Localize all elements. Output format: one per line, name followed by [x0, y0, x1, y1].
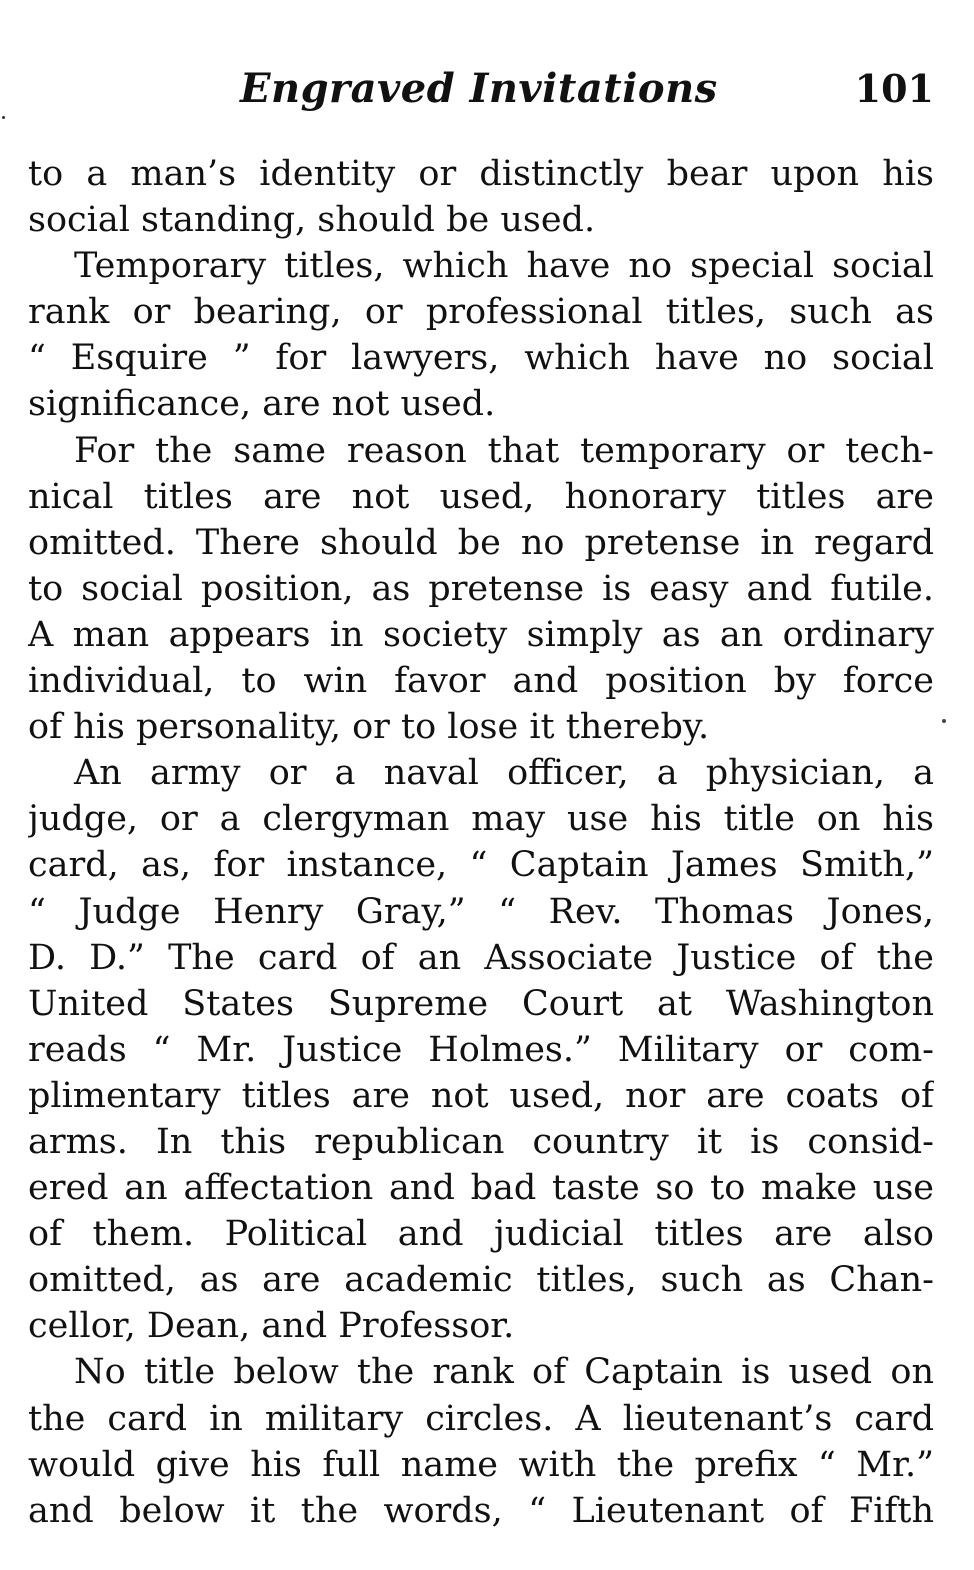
- text-line: No title below the rank of Captain is used on: [74, 1352, 934, 1393]
- text-line: “ Esquire ” for lawyers, which have no social: [28, 338, 934, 379]
- text-line: card, as, for instance, “ Captain James Smith,”: [28, 845, 934, 886]
- text-line: An army or a naval officer, a physician, a: [74, 753, 934, 794]
- text-line: D. D.” The card of an Associate Justice of the: [28, 937, 934, 978]
- text-line: arms. In this republican country it is consid-: [28, 1121, 934, 1162]
- text-line: “ Judge Henry Gray,” “ Rev. Thomas Jones,: [28, 891, 934, 932]
- text-line: to a man’s identity or distinctly bear upon his: [28, 154, 934, 194]
- text-line: A man appears in society simply as an ordinary: [28, 614, 934, 655]
- text-line: of his personality, or to lose it thereby.: [28, 707, 710, 748]
- page-number: 101: [854, 66, 934, 111]
- text-line: social standing, should be used.: [28, 200, 596, 241]
- text-line: nical titles are not used, honorary titles are: [28, 476, 934, 517]
- text-line: reads “ Mr. Justice Holmes.” Military or com-: [28, 1029, 934, 1070]
- scan-speck: [2, 116, 5, 119]
- scan-speck: [942, 719, 946, 723]
- text-line: the card in military circles. A lieutenant’s card: [28, 1398, 934, 1439]
- text-line: United States Supreme Court at Washington: [28, 983, 934, 1024]
- text-line: plimentary titles are not used, nor are coats of: [28, 1075, 934, 1116]
- text-line: significance, are not used.: [28, 384, 496, 425]
- text-line: of them. Political and judicial titles are also: [28, 1214, 934, 1255]
- running-head: [28, 62, 934, 116]
- text-line: For the same reason that temporary or tech-: [74, 430, 934, 471]
- body-text: [28, 151, 934, 1534]
- text-line: judge, or a clergyman may use his title on his: [28, 799, 934, 840]
- text-line: Temporary titles, which have no special social: [74, 246, 934, 287]
- text-line: omitted. There should be no pretense in regard: [28, 522, 934, 563]
- text-line: and below it the words, “ Lieutenant of Fifth: [28, 1490, 934, 1531]
- text-line: ered an affectation and bad taste so to make use: [28, 1168, 934, 1209]
- running-title: Engraved Invitations: [240, 65, 718, 112]
- text-line: would give his full name with the prefix “ Mr.”: [28, 1444, 934, 1485]
- text-line: to social position, as pretense is easy and futile.: [28, 568, 934, 609]
- text-line: cellor, Dean, and Professor.: [28, 1306, 515, 1347]
- text-line: individual, to win favor and position by force: [28, 661, 934, 702]
- text-line: rank or bearing, or professional titles, such as: [28, 292, 934, 333]
- text-line: omitted, as are academic titles, such as Chan-: [28, 1260, 934, 1301]
